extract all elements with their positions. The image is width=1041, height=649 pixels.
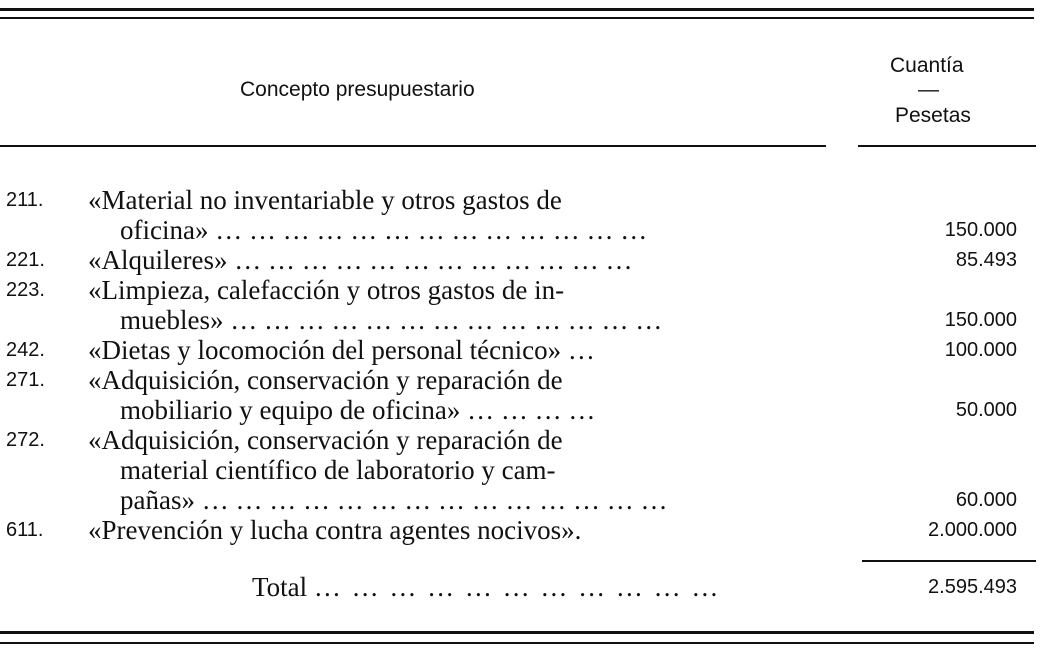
row-line	[0, 215, 1041, 245]
row-code: 221.	[6, 249, 45, 271]
row-concept: «Alquileres» … … … … … … … … … … … …	[88, 245, 633, 275]
header-amount-dash: —	[918, 78, 939, 101]
row-line	[0, 395, 1041, 425]
row-line	[0, 305, 1041, 335]
row-concept: «Limpieza, calefacción y otros gastos de in-	[88, 275, 565, 305]
top-rule-1	[0, 8, 1034, 11]
row-code: 271.	[6, 369, 45, 391]
row-concept: pañas» … … … … … … … … … … … … … …	[120, 485, 668, 515]
header-amount-label-bottom: Pesetas	[895, 104, 971, 127]
row-line	[0, 425, 1041, 455]
row-concept: «Adquisición, conservación y reparación de	[88, 425, 563, 455]
row-line	[0, 185, 1041, 215]
row-amount: 60.000	[955, 489, 1017, 511]
row-line	[0, 245, 1041, 275]
row-line	[0, 515, 1041, 545]
row-line	[0, 485, 1041, 515]
row-amount: 150.000	[944, 219, 1017, 241]
row-concept: material científico de laboratorio y cam-	[120, 455, 556, 485]
header-concept-label: Concepto presupuestario	[240, 78, 475, 101]
row-amount: 2.000.000	[928, 519, 1017, 541]
top-rule-2	[0, 17, 1034, 19]
bottom-rule-2	[0, 642, 1034, 644]
total-amount: 2.595.493	[928, 576, 1017, 598]
row-amount: 50.000	[955, 399, 1017, 421]
row-line	[0, 365, 1041, 395]
header-amount-label-top: Cuantía	[890, 54, 964, 77]
row-concept: muebles» … … … … … … … … … … … … …	[120, 305, 663, 335]
row-amount: 100.000	[944, 339, 1017, 361]
row-concept: «Dietas y locomoción del personal técnico» …	[88, 335, 595, 365]
row-concept: «Prevención y lucha contra agentes nocivos».	[88, 515, 582, 545]
row-concept: «Material no inventariable y otros gastos de	[88, 185, 562, 215]
row-concept: «Adquisición, conservación y reparación de	[88, 365, 563, 395]
total-label: Total … … … … … … … … … … …	[252, 572, 721, 602]
bottom-rule-1	[0, 631, 1034, 634]
row-concept: oficina» … … … … … … … … … … … … …	[120, 215, 648, 245]
row-code: 242.	[6, 339, 45, 361]
amount-header-rule	[858, 145, 1036, 147]
concept-header-rule	[0, 145, 826, 147]
row-line	[0, 335, 1041, 365]
row-concept: mobiliario y equipo de oficina» … … … …	[120, 395, 596, 425]
total-row	[0, 572, 1041, 602]
row-line	[0, 275, 1041, 305]
total-rule	[862, 560, 1036, 562]
row-amount: 150.000	[944, 309, 1017, 331]
row-code: 272.	[6, 429, 45, 451]
row-amount: 85.493	[955, 249, 1017, 271]
row-code: 611.	[6, 519, 44, 541]
row-code: 223.	[6, 279, 45, 301]
row-code: 211.	[6, 189, 44, 211]
row-line	[0, 455, 1041, 485]
